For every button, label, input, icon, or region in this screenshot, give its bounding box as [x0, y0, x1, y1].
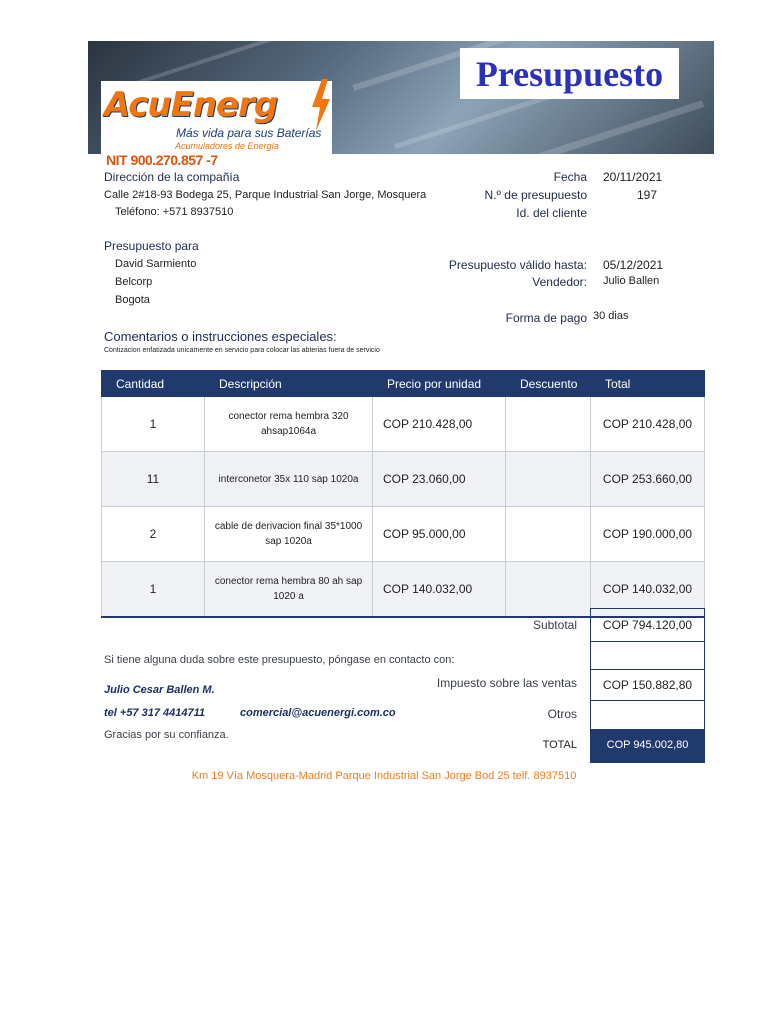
cell-description: conector rema hembra 80 ah sap 1020 a [205, 562, 373, 617]
subtotal-value: COP 794.120,00 [590, 608, 705, 642]
cell-quantity: 1 [102, 562, 205, 617]
cell-description: cable de derivacion final 35*1000 sap 1020a [205, 507, 373, 562]
seller-value: Julio Ballen [603, 275, 660, 287]
logo-subtitle: Acumuladores de Energía [175, 141, 280, 151]
cell-discount [506, 397, 591, 452]
cell-total: COP 140.032,00 [591, 562, 705, 617]
table-row [102, 452, 705, 507]
table-row [102, 397, 705, 452]
cell-total: COP 253.660,00 [591, 452, 705, 507]
tax-label: Impuesto sobre las ventas [436, 676, 577, 690]
other-label: Otros [547, 707, 577, 721]
company-address-label: Dirección de la compañía [104, 170, 240, 184]
company-logo: AcuEnerg [104, 85, 278, 125]
cell-quantity: 1 [102, 397, 205, 452]
header-unit-price: Precio por unidad [373, 371, 506, 397]
cell-total: COP 210.428,00 [591, 397, 705, 452]
cell-discount [506, 562, 591, 617]
cell-unit-price: COP 95.000,00 [373, 507, 506, 562]
table-row [102, 507, 705, 562]
header-description: Descripción [205, 371, 373, 397]
thanks-text: Gracias por su confianza. [104, 729, 229, 741]
cell-unit-price: COP 23.060,00 [373, 452, 506, 507]
lightning-bolt-icon [308, 79, 332, 131]
company-address: Calle 2#18-93 Bodega 25, Parque Industrial San Jorge, Mosquera [104, 189, 427, 201]
cell-total: COP 190.000,00 [591, 507, 705, 562]
contact-email[interactable]: comercial@acuenergi.com.co [240, 707, 396, 719]
seller-label: Vendedor: [532, 275, 587, 289]
cell-description: conector rema hembra 320 ahsap1064a [205, 397, 373, 452]
items-table [101, 370, 705, 618]
footer-address: Km 19 Vía Mosquera-Madrid Parque Industrial San Jorge Bod 25 telf. 8937510 [191, 770, 577, 782]
logo-slogan: Más vida para sus Baterías [176, 126, 322, 140]
payment-method-label: Forma de pago [505, 311, 587, 325]
company-phone: Teléfono: +571 8937510 [115, 206, 234, 218]
header-quantity: Cantidad [102, 371, 205, 397]
header-total: Total [591, 371, 705, 397]
recipient-company: Belcorp [115, 276, 153, 288]
cell-unit-price: COP 140.032,00 [373, 562, 506, 617]
total-label: TOTAL [542, 739, 577, 751]
header-discount: Descuento [506, 371, 591, 397]
recipient-city: Bogota [115, 294, 150, 306]
cell-description: interconetor 35x 110 sap 1020a [205, 452, 373, 507]
client-id-label: Id. del cliente [516, 206, 587, 220]
cell-unit-price: COP 210.428,00 [373, 397, 506, 452]
cell-quantity: 11 [102, 452, 205, 507]
date-value: 20/11/2021 [603, 170, 663, 184]
cell-discount [506, 507, 591, 562]
total-value: COP 945.002,80 [590, 729, 705, 763]
valid-until-value: 05/12/2021 [603, 258, 664, 272]
recipient-name: David Sarmiento [115, 258, 197, 270]
other-value [590, 701, 705, 730]
blank-total-cell [590, 641, 705, 670]
cell-discount [506, 452, 591, 507]
quote-number-label: N.º de presupuesto [484, 188, 587, 202]
tax-value: COP 150.882,80 [590, 670, 705, 701]
contact-intro: Si tiene alguna duda sobre este presupuesto, póngase en contacto con: [104, 654, 455, 666]
payment-method-value: 30 dias [593, 310, 629, 322]
subtotal-label: Subtotal [532, 618, 577, 632]
contact-phone: tel +57 317 4414711 [104, 707, 206, 719]
cell-quantity: 2 [102, 507, 205, 562]
comments-text: Contizacion enfatizada unicamente en servicio para colocar las abterias fuera de servicio [104, 347, 380, 354]
quote-number-value: 197 [637, 188, 658, 202]
comments-label: Comentarios o instrucciones especiales: [104, 329, 337, 344]
table-header-row [102, 371, 705, 397]
nit-number: NIT 900.270.857 -7 [106, 152, 218, 168]
date-label: Fecha [553, 170, 587, 184]
valid-until-label: Presupuesto válido hasta: [448, 258, 587, 272]
document-title: Presupuesto [475, 54, 664, 94]
recipient-label: Presupuesto para [104, 239, 199, 253]
contact-name: Julio Cesar Ballen M. [104, 684, 215, 696]
